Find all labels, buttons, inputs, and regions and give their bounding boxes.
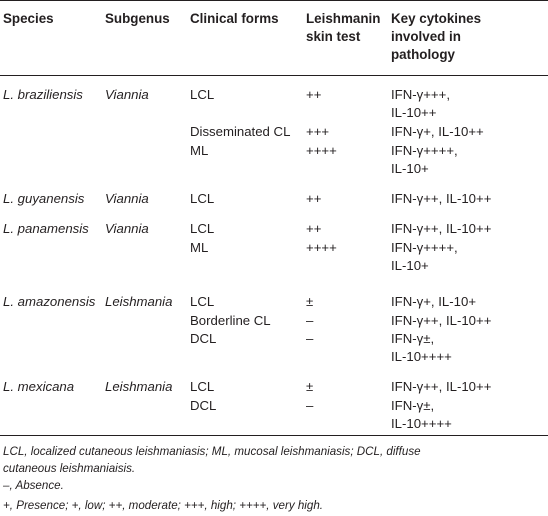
header-key-cytokines: Key cytokines involved in pathology	[391, 11, 482, 62]
table-cell-subgenus: Leishmania	[105, 379, 173, 394]
table-cell-skin-test: ++++	[306, 142, 337, 158]
table-cell-clinical-form: LCL	[190, 191, 215, 206]
table-cell-clinical-form: LCL	[190, 87, 215, 102]
table-cell-cytokines: IFN-γ++++, IL-10+	[391, 142, 458, 176]
table-cell-clinical-form: DCL	[190, 397, 217, 413]
table-cell-subgenus: Viannia	[105, 87, 149, 102]
footnote-absence: –, Absence.	[3, 479, 64, 492]
table-cell-clinical-form: ML	[190, 239, 209, 255]
table-cell-cytokines: IFN-γ+++, IL-10++	[391, 87, 450, 120]
table-cell-clinical-form: Borderline CL	[190, 312, 271, 328]
table-cell-skin-test: ±	[306, 379, 314, 394]
table-cell-skin-test: –	[306, 331, 314, 346]
header-rule	[0, 75, 548, 76]
table-cell-species: L. panamensis	[3, 221, 89, 236]
table-cell-clinical-form: Disseminated CL	[190, 124, 291, 139]
table-cell-skin-test: –	[306, 312, 314, 328]
table-cell-skin-test: ±	[306, 294, 314, 309]
header-clinical-forms: Clinical forms	[190, 11, 279, 26]
table-cell-cytokines: IFN-γ++++, IL-10+	[391, 239, 458, 273]
table-cell-skin-test: ++++	[306, 239, 337, 255]
table-cell-cytokines: IFN-γ+, IL-10+	[391, 294, 477, 309]
table-cell-cytokines: IFN-γ++, IL-10++	[391, 312, 492, 328]
table-cell-clinical-form: LCL	[190, 379, 215, 394]
table-cell-cytokines: IFN-γ++, IL-10++	[391, 221, 492, 236]
table-cell-cytokines: IFN-γ++, IL-10++	[391, 191, 492, 206]
table-cell-skin-test: ++	[306, 221, 322, 236]
footnote-abbreviations: LCL, localized cutaneous leishmaniasis; ML, mucosal leishmaniasis; DCL, diffuse cutaneous leishmaniaisis.	[3, 445, 421, 475]
table-cell-subgenus: Viannia	[105, 221, 149, 236]
table-cell-species: L. guyanensis	[3, 191, 85, 206]
table-cell-clinical-form: LCL	[190, 221, 215, 236]
table-cell-subgenus: Leishmania	[105, 294, 173, 309]
table-cell-skin-test: ++	[306, 87, 322, 102]
top-rule	[0, 0, 548, 1]
table-cell-clinical-form: ML	[190, 142, 209, 158]
table-cell-cytokines: IFN-γ±, IL-10++++	[391, 397, 452, 431]
table-cell-clinical-form: LCL	[190, 294, 215, 309]
table-cell-species: L. braziliensis	[3, 87, 83, 102]
table-cell-skin-test: +++	[306, 124, 330, 139]
table-cell-clinical-form: DCL	[190, 331, 217, 346]
table-cell-skin-test: –	[306, 397, 314, 413]
table-cell-cytokines: IFN-γ+, IL-10++	[391, 124, 484, 139]
table-cell-cytokines: IFN-γ±, IL-10++++	[391, 331, 452, 364]
table-cell-skin-test: ++	[306, 191, 322, 206]
table-cell-species: L. amazonensis	[3, 294, 96, 309]
table-cell-cytokines: IFN-γ++, IL-10++	[391, 379, 492, 394]
header-species: Species	[3, 11, 54, 26]
header-subgenus: Subgenus	[105, 11, 170, 26]
footnote-presence: +, Presence; +, low; ++, moderate; +++, high; ++++, very high.	[3, 499, 323, 512]
header-leishmanin-skin-test: Leishmanin skin test	[306, 11, 381, 44]
bottom-rule	[0, 435, 548, 436]
table-cell-subgenus: Viannia	[105, 191, 149, 206]
table-cell-species: L. mexicana	[3, 379, 75, 394]
